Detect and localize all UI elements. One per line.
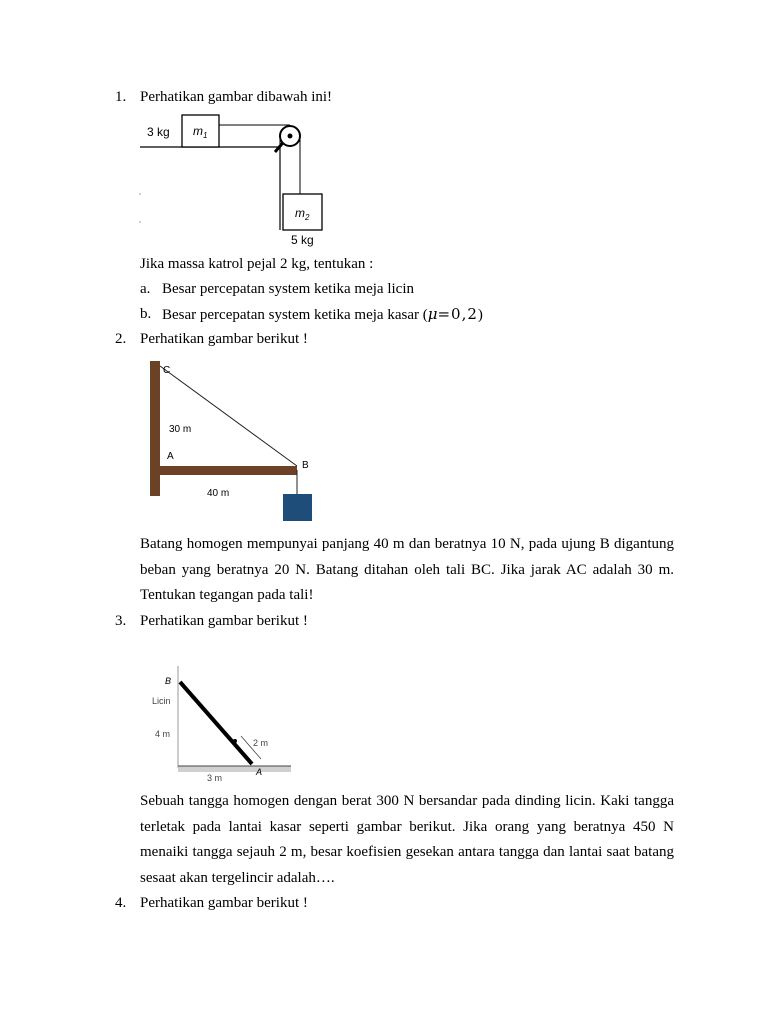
label-ab: 40 m	[207, 488, 230, 499]
m1-mass-label: 3 kg	[147, 125, 170, 139]
item-text: Besar percepatan system ketika meja kasar (μ=0,2)	[162, 305, 483, 323]
label-ac: 30 m	[169, 424, 192, 435]
question-number: 3.	[115, 613, 127, 629]
item-text: Besar percepatan system ketika meja licin	[162, 281, 414, 297]
question-number: 2.	[115, 331, 127, 347]
question-prompt: Perhatikan gambar berikut !	[140, 331, 308, 347]
question-prompt: Perhatikan gambar dibawah ini!	[140, 89, 333, 105]
question-prompt: Perhatikan gambar berikut !	[140, 895, 308, 911]
rope-bc	[160, 366, 297, 466]
hanging-load	[283, 494, 312, 521]
question-number: 4.	[115, 895, 127, 911]
label-b: B	[302, 460, 309, 471]
question-body: Batang homogen mempunyai panjang 40 m dan beratnya 10 N, pada ujung B digantung beban yang beratnya 20 N. Batang ditahan oleh tali BC. Jika jarak AC adalah 30 m. Tentukan tegangan pada tali!	[140, 536, 674, 603]
question-body: Sebuah tangga homogen dengan berat 300 N bersandar pada dinding licin. Kaki tangga terletak pada lantai kasar seperti gambar berikut. Jika orang yang beratnya 450 N menaiki tangga sejauh 2 m, besar koefisien gesekan antara tangga dan lantai saat batang sesaat akan tergelincir adalah….	[140, 793, 674, 886]
label-a: A	[167, 451, 174, 462]
item-marker: b.	[140, 306, 152, 322]
item-marker: a.	[140, 281, 151, 297]
label-height: 4 m	[155, 729, 171, 739]
label-a: A	[256, 767, 263, 777]
beam-rope-figure	[145, 358, 325, 523]
question-intro: Jika massa katrol pejal 2 kg, tentukan :	[140, 256, 374, 272]
question-prompt: Perhatikan gambar berikut !	[140, 613, 308, 629]
m2-label: $m_2$	[295, 206, 310, 222]
label-c: C	[163, 365, 171, 376]
label-base: 3 m	[207, 773, 223, 783]
pulley-system-figure	[135, 112, 335, 247]
beam	[160, 466, 297, 475]
m2-mass-label: 5 kg	[291, 233, 314, 247]
label-wall: Licin	[152, 696, 171, 706]
m1-label: $m_1$	[193, 124, 208, 140]
wall-post	[150, 361, 160, 496]
ladder	[180, 682, 252, 764]
label-distance: 2 m	[253, 738, 269, 748]
rough-floor	[178, 766, 291, 772]
ladder-figure	[145, 664, 315, 784]
label-b: B	[165, 676, 172, 686]
question-number: 1.	[115, 89, 127, 105]
